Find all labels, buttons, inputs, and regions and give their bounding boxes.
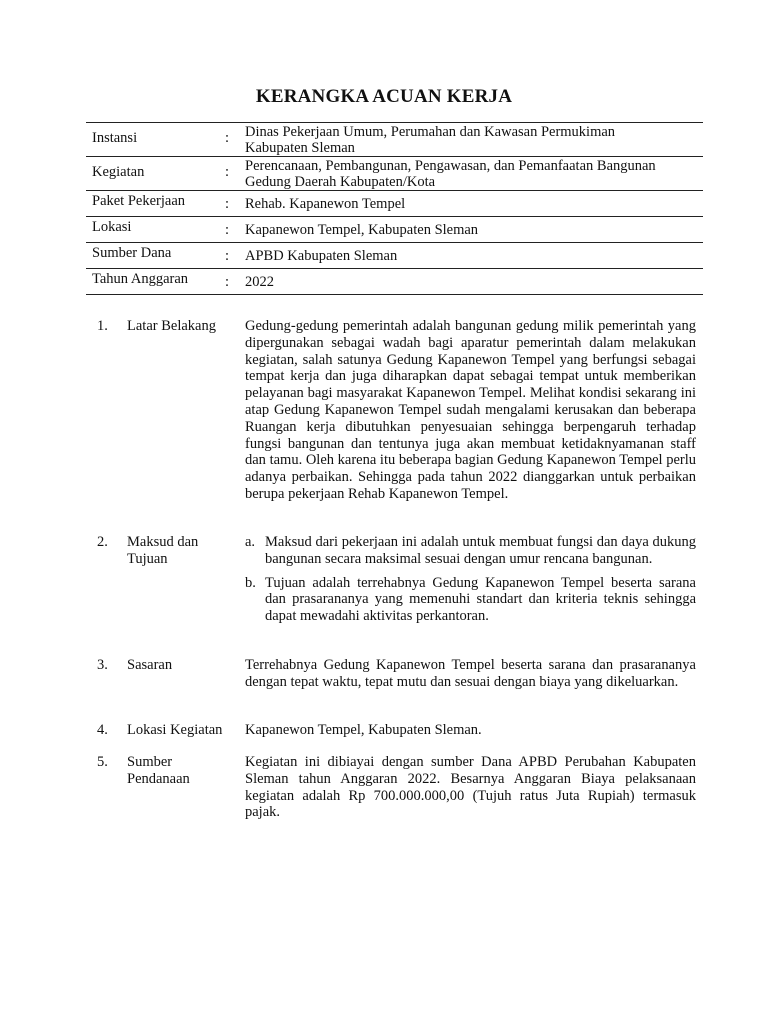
section-body: Gedung-gedung pemerintah adalah bangunan gedung milik pemerintah yang dipergunakan sebagai wadah bagi aparatur pemerintah dalam melakukan kegiatan, salah satunya Gedung Kapanewon Tempel yang berfungsi sebagai tempat kerja dan juga diharapkan dapat sebagai tempat untuk memberikan pelayanan bagi masyarakat Kapanewon Tempel. Melihat kondisi sekarang ini atap Gedung Kapanewon Tempel sudah mengalami kerusakan dan beberapa Ruangan kerja dibutuhkan penyesuaian sehingga berpengaruh terhadap fungsi bangunan dan tentunya juga akan membuat ketidaknyamanan staff dan tamu. Oleh karena itu beberapa bagian Gedung Kapanewon Tempel perlu adanya perbaikan. Sehingga pada tahun 2022 dianggarkan untuk perbaikan berupa pekerjaan Rehab Kapanewon Tempel. (245, 318, 696, 502)
info-row-instansi (86, 123, 703, 157)
section-title-line: Tujuan (127, 550, 168, 567)
section-number: 2. (97, 534, 108, 550)
info-value-line: Perencanaan, Pembangunan, Pengawasan, dan Pemanfaatan Bangunan (245, 158, 656, 174)
info-value: APBD Kabupaten Sleman (245, 248, 398, 264)
section-title: Lokasi Kegiatan (127, 722, 223, 738)
info-value-line: Dinas Pekerjaan Umum, Perumahan dan Kawasan Permukiman (245, 124, 616, 140)
info-value: 2022 (245, 274, 274, 290)
info-value: Rehab. Kapanewon Tempel (245, 196, 406, 212)
info-colon: : (225, 248, 230, 264)
info-label: Tahun Anggaran (92, 271, 189, 287)
info-colon: : (225, 222, 230, 238)
info-row-paket (86, 191, 703, 217)
info-label: Kegiatan (92, 164, 145, 180)
list-marker: b. (245, 574, 256, 591)
section-title-line: Pendanaan (127, 770, 190, 787)
info-colon: : (225, 130, 230, 146)
info-value (245, 157, 703, 190)
list-marker: a. (245, 534, 256, 550)
section-title (127, 754, 239, 788)
info-value-line: Gedung Daerah Kabupaten/Kota (245, 174, 436, 190)
info-value (245, 123, 703, 156)
section-body: Kapanewon Tempel, Kabupaten Sleman. (245, 722, 482, 738)
info-value-line: Kabupaten Sleman (245, 140, 355, 156)
info-colon: : (225, 274, 230, 290)
section-number: 1. (97, 318, 108, 334)
list-item-text: Tujuan adalah terrehabnya Gedung Kapanewon Tempel beserta sarana dan prasarananya yang memenuhi standart dan kriteria teknis sehingga dapat mewadahi aktivitas perkantoran. (265, 574, 696, 625)
info-label: Sumber Dana (92, 245, 172, 261)
section-body: Kegiatan ini dibiayai dengan sumber Dana APBD Perubahan Kabupaten Sleman tahun Anggaran 2022. Besarnya Anggaran Biaya pelaksanaan kegiatan adalah Rp 700.000.000,00 (Tujuh ratus Juta Rupiah) termasuk pajak. (245, 754, 696, 821)
info-label: Instansi (92, 130, 138, 146)
section-title (127, 534, 239, 568)
section-title-line: Maksud dan (127, 534, 199, 550)
list-item-text: Maksud dari pekerjaan ini adalah untuk membuat fungsi dan daya dukung bangunan secara maksimal sesuai dengan umur rencana bangunan. (265, 534, 696, 567)
info-value: Kapanewon Tempel, Kabupaten Sleman (245, 222, 479, 238)
section-number: 3. (97, 657, 108, 673)
info-colon: : (225, 164, 230, 180)
info-row-kegiatan (86, 157, 703, 191)
section-number: 4. (97, 722, 108, 738)
info-row-tahun-anggaran (86, 269, 703, 295)
info-row-lokasi (86, 217, 703, 243)
section-title-line: Sumber (127, 754, 173, 770)
section-title: Sasaran (127, 657, 173, 673)
section-body: Terrehabnya Gedung Kapanewon Tempel beserta sarana dan prasarananya dengan tepat waktu, tepat mutu dan sesuai dengan biaya yang dikeluarkan. (245, 657, 696, 690)
document-title: KERANGKA ACUAN KERJA (255, 86, 513, 107)
section-number: 5. (97, 754, 108, 770)
list-item (245, 534, 696, 568)
info-label: Lokasi (92, 219, 132, 235)
list-item (245, 575, 696, 625)
info-table (86, 122, 703, 295)
info-label: Paket Pekerjaan (92, 193, 186, 209)
section-title: Latar Belakang (127, 318, 216, 334)
info-colon: : (225, 196, 230, 212)
info-row-sumber-dana (86, 243, 703, 269)
section-body (245, 534, 696, 625)
